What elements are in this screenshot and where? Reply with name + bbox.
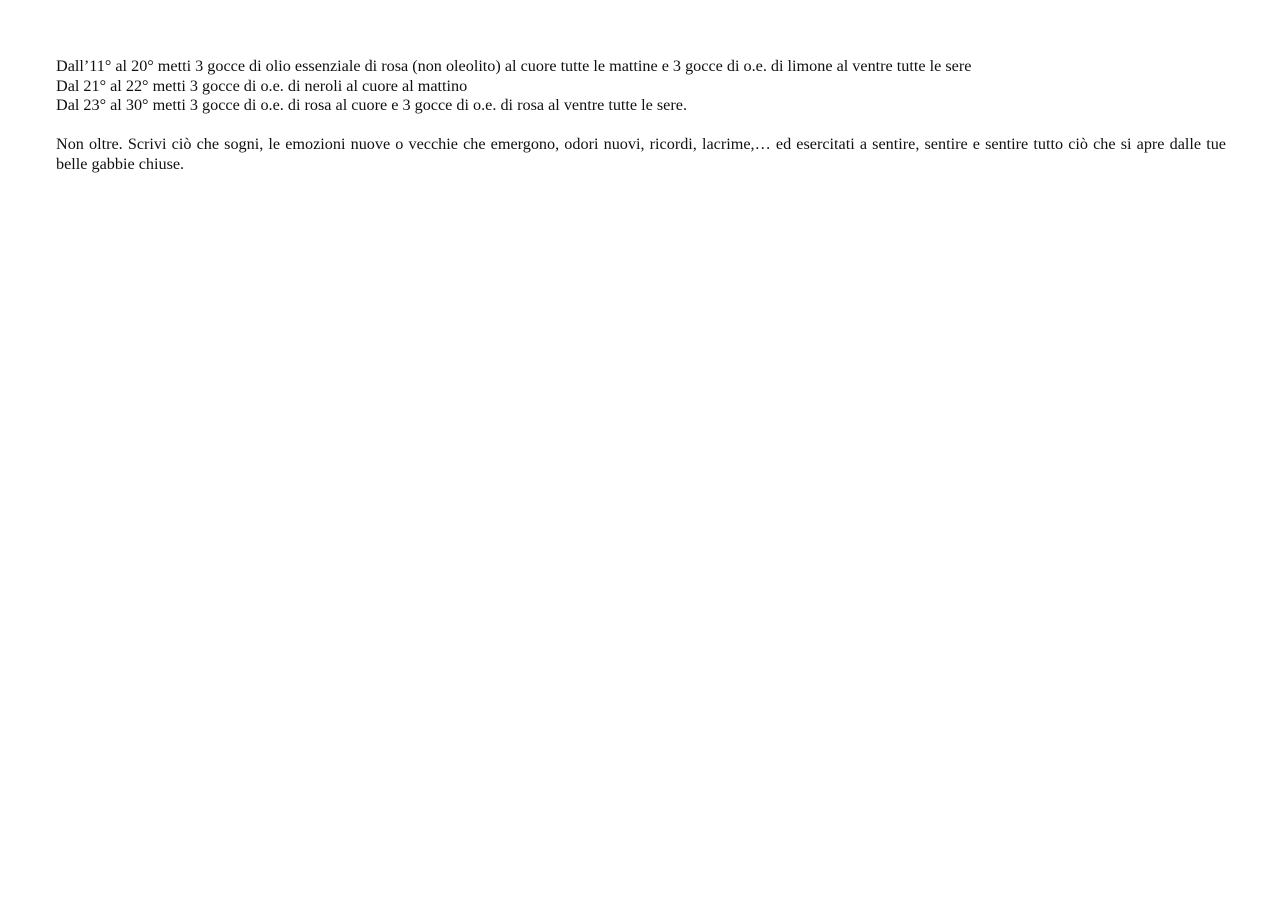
instruction-line-days-11-20: Dall’11° al 20° metti 3 gocce di olio essenziale di rosa (non oleolito) al cuore tutte le mattine e 3 gocce di o.e. di limone al ventre tutte le sere — [56, 57, 972, 75]
instruction-line-days-21-22: Dal 21° al 22° metti 3 gocce di o.e. di neroli al cuore al mattino — [56, 76, 468, 95]
instruction-line-days-23-30: Dal 23° al 30° metti 3 gocce di o.e. di rosa al cuore e 3 gocce di o.e. di rosa al ventre tutte le sere. — [56, 96, 687, 115]
paragraph-spacer — [56, 116, 1226, 136]
document-body — [56, 57, 1226, 175]
closing-paragraph: Non oltre. Scrivi ciò che sogni, le emozioni nuove o vecchie che emergono, odori nuovi, ricordi, lacrime,… ed esercitati a sentire, sentire e sentire tutto ciò che si apre dalle tue belle gabbie chiuse. — [56, 135, 1226, 173]
